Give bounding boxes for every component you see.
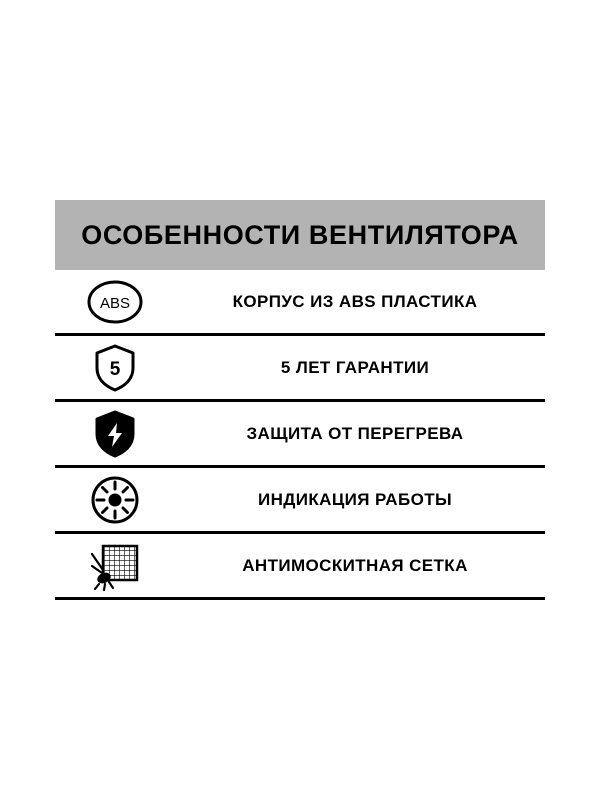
icon-cell xyxy=(55,534,175,597)
feature-row xyxy=(55,468,545,534)
svg-text:5: 5 xyxy=(109,358,121,380)
overheat-protection-icon xyxy=(93,409,137,459)
icon-cell xyxy=(55,402,175,465)
icon-cell xyxy=(55,270,175,333)
page-title: ОСОБЕННОСТИ ВЕНТИЛЯТОРА xyxy=(81,219,519,250)
label-cell xyxy=(175,556,545,576)
warranty-shield-icon xyxy=(93,343,137,393)
label-cell xyxy=(175,292,545,312)
feature-row xyxy=(55,270,545,336)
abs-plastic-icon xyxy=(87,279,143,325)
feature-label: ИНДИКАЦИЯ РАБОТЫ xyxy=(257,489,453,509)
feature-label: АНТИМОСКИТНАЯ СЕТКА xyxy=(242,555,468,575)
icon-cell xyxy=(55,468,175,531)
label-cell xyxy=(175,424,545,444)
feature-row xyxy=(55,402,545,468)
feature-row xyxy=(55,336,545,402)
mosquito-net-icon xyxy=(89,540,141,592)
label-cell xyxy=(175,490,545,510)
icon-cell xyxy=(55,336,175,399)
features-panel xyxy=(55,200,545,600)
feature-label: ЗАЩИТА ОТ ПЕРЕГРЕВА xyxy=(246,423,464,443)
operation-indicator-icon xyxy=(90,475,140,525)
panel-header xyxy=(55,200,545,270)
label-cell xyxy=(175,358,545,378)
feature-label: КОРПУС ИЗ ABS ПЛАСТИКА xyxy=(232,291,478,311)
svg-text:ABS: ABS xyxy=(99,294,131,312)
feature-label: 5 ЛЕТ ГАРАНТИИ xyxy=(280,357,430,377)
feature-row xyxy=(55,534,545,600)
